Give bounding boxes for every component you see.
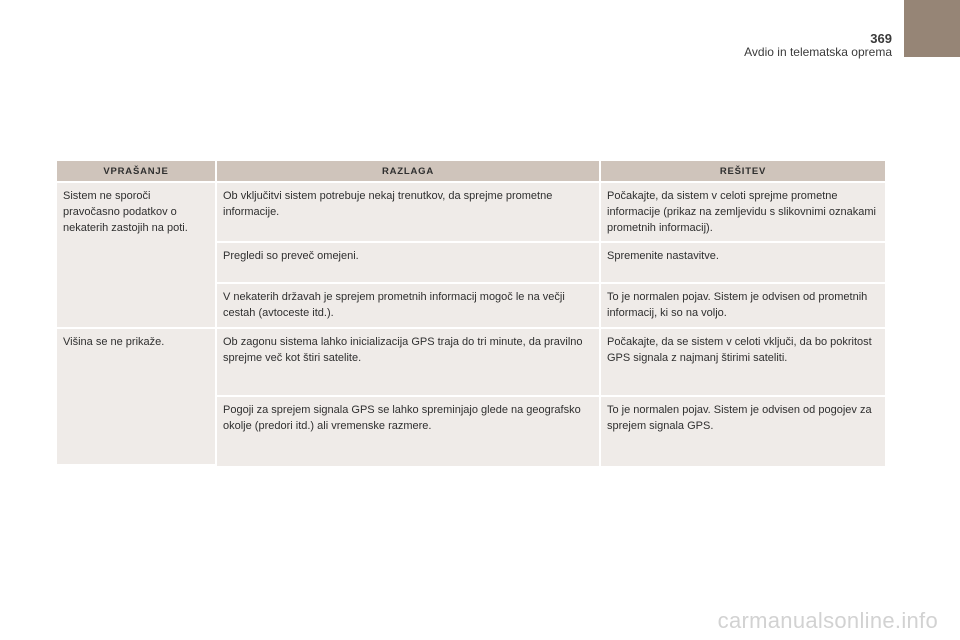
watermark: carmanualsonline.info [717,608,938,633]
table-row [57,329,885,397]
question-cell: Sistem ne sporoči pravočasno podatkov o nekaterih zastojih na poti. [57,183,217,329]
page-number: 369 [870,31,892,46]
explanation-cell: Pogoji za sprejem signala GPS se lahko spreminjajo glede na geografsko okolje (predori itd.) ali vremenske razmere. [217,397,601,466]
solution-cell: Spremenite nastavitve. [601,243,885,284]
table-row [57,183,885,243]
column-header-solution: REŠITEV [601,161,885,183]
column-header-question: VPRAŠANJE [57,161,217,183]
solution-cell: To je normalen pojav. Sistem je odvisen od pogojev za sprejem signala GPS. [601,397,885,466]
solution-cell: To je normalen pojav. Sistem je odvisen od prometnih informacij, ki so na voljo. [601,284,885,329]
explanation-cell: V nekaterih državah je sprejem prometnih informacij mogoč le na večji cestah (avtoceste itd.). [217,284,601,329]
column-header-explanation: RAZLAGA [217,161,601,183]
question-cell: Višina se ne prikaže. [57,329,217,466]
solution-cell: Počakajte, da se sistem v celoti vključi, da bo pokritost GPS signala z najmanj štirimi sateliti. [601,329,885,397]
troubleshooting-table [57,161,885,466]
explanation-cell: Ob zagonu sistema lahko inicializacija GPS traja do tri minute, da pravilno sprejme več kot štiri satelite. [217,329,601,397]
solution-cell: Počakajte, da sistem v celoti sprejme prometne informacije (prikaz na zemljevidu s slikovnimi oznakami prometnih informacij). [601,183,885,243]
table-header-row [57,161,885,183]
chapter-tab [904,0,960,57]
explanation-cell: Pregledi so preveč omejeni. [217,243,601,284]
section-title: Avdio in telematska oprema [744,45,892,59]
explanation-cell: Ob vključitvi sistem potrebuje nekaj trenutkov, da sprejme prometne informacije. [217,183,601,243]
